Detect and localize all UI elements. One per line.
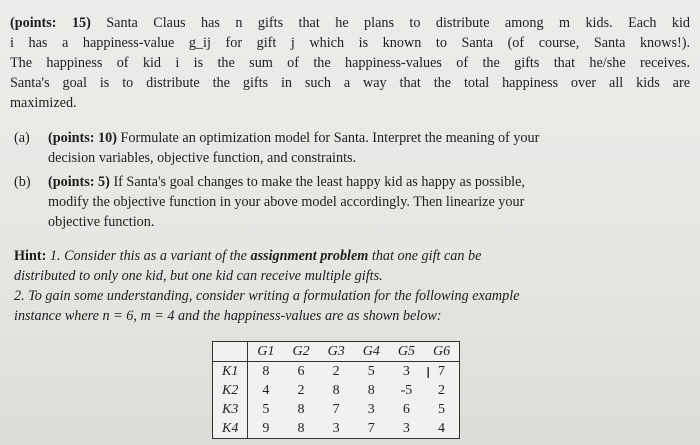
column-header: G1 bbox=[248, 342, 284, 362]
table-cell: 8 bbox=[367, 382, 375, 398]
happiness-table bbox=[212, 341, 460, 439]
text-cursor-icon: I bbox=[426, 364, 431, 382]
column-header: G4 bbox=[354, 342, 389, 362]
table-header-row bbox=[213, 342, 460, 362]
hint-label: Hint: bbox=[14, 248, 47, 264]
table-corner bbox=[213, 342, 248, 362]
table-cell: 3 bbox=[402, 420, 410, 436]
points-label: (points: 15) bbox=[10, 15, 91, 31]
table-row bbox=[213, 400, 460, 419]
table-cell: 8 bbox=[262, 363, 270, 379]
table-cell: 6 bbox=[297, 363, 305, 379]
part-b-line-1: (points: 5) If Santa's goal changes to make the least happy kid as happy as possible, bbox=[48, 174, 525, 190]
part-b-line-2: modify the objective function in your above model accordingly. Then linearize your bbox=[48, 194, 525, 210]
intro-line-4: Santa's goal is to distribute the gifts in such a way that the total happiness over all kids are bbox=[10, 75, 690, 91]
table-cell: -5 bbox=[400, 382, 413, 398]
table-row bbox=[213, 381, 460, 400]
table-cell: 5 bbox=[367, 363, 375, 379]
part-b-label: (b) bbox=[14, 174, 31, 190]
table-cell: 9 bbox=[262, 420, 270, 436]
table-cell: 7 bbox=[367, 420, 375, 436]
table-cell: 5 bbox=[262, 401, 270, 417]
table-cell: 8 bbox=[297, 420, 305, 436]
part-a-label: (a) bbox=[14, 130, 30, 146]
row-header: K3 bbox=[213, 400, 248, 419]
table-cell: 4 bbox=[438, 420, 446, 436]
table-cell: 2 bbox=[297, 382, 305, 398]
table-row bbox=[213, 362, 460, 382]
table-cell: 8 bbox=[332, 382, 340, 398]
assignment-problem-term: assignment problem bbox=[250, 248, 369, 264]
table-cell: 3 bbox=[332, 420, 340, 436]
part-a-line-2: decision variables, objective function, and constraints. bbox=[48, 150, 357, 166]
intro-line-2: i has a happiness-value g_ij for gift j which is known to Santa (of course, Santa knows!). bbox=[10, 35, 690, 51]
table-cell: 3 bbox=[402, 363, 410, 379]
intro-line-3: The happiness of kid i is the sum of the happiness-values of the gifts that he/she receives. bbox=[10, 55, 690, 71]
row-header: K1 bbox=[213, 362, 248, 382]
table-cell: 2 bbox=[438, 382, 446, 398]
table-cell: 7 bbox=[438, 363, 446, 379]
column-header: G2 bbox=[283, 342, 318, 362]
column-header: G3 bbox=[319, 342, 354, 362]
column-header: G5 bbox=[389, 342, 424, 362]
table-cell: 7 bbox=[332, 401, 340, 417]
table-cell: 8 bbox=[297, 401, 305, 417]
table-cell: 3 bbox=[367, 401, 375, 417]
hint-line-4: instance where n = 6, m = 4 and the happiness-values are as shown below: bbox=[14, 308, 442, 324]
row-header: K4 bbox=[213, 419, 248, 439]
intro-line-5: maximized. bbox=[10, 95, 77, 111]
table-row bbox=[213, 419, 460, 439]
problem-statement bbox=[10, 13, 690, 113]
hint-line-3: 2. To gain some understanding, consider writing a formulation for the following example bbox=[14, 288, 520, 304]
part-b bbox=[14, 172, 654, 232]
part-a bbox=[14, 128, 654, 168]
hint-line-1: Hint: 1. Consider this as a variant of the assignment problem that one gift can be bbox=[14, 248, 482, 264]
part-a-line-1: (points: 10) Formulate an optimization model for Santa. Interpret the meaning of your bbox=[48, 130, 540, 146]
intro-line-1: (points: 15) Santa Claus has n gifts that he plans to distribute among m kids. Each kid bbox=[10, 15, 690, 31]
hint-block bbox=[14, 246, 654, 326]
table-cell: 6 bbox=[402, 401, 410, 417]
table-cell: 5 bbox=[438, 401, 446, 417]
row-header: K2 bbox=[213, 381, 248, 400]
table-cell: 2 bbox=[332, 363, 340, 379]
part-b-line-3: objective function. bbox=[48, 214, 155, 230]
hint-line-2: distributed to only one kid, but one kid can receive multiple gifts. bbox=[14, 268, 383, 284]
table-cell: 4 bbox=[262, 382, 270, 398]
column-header: G6 bbox=[424, 342, 460, 362]
